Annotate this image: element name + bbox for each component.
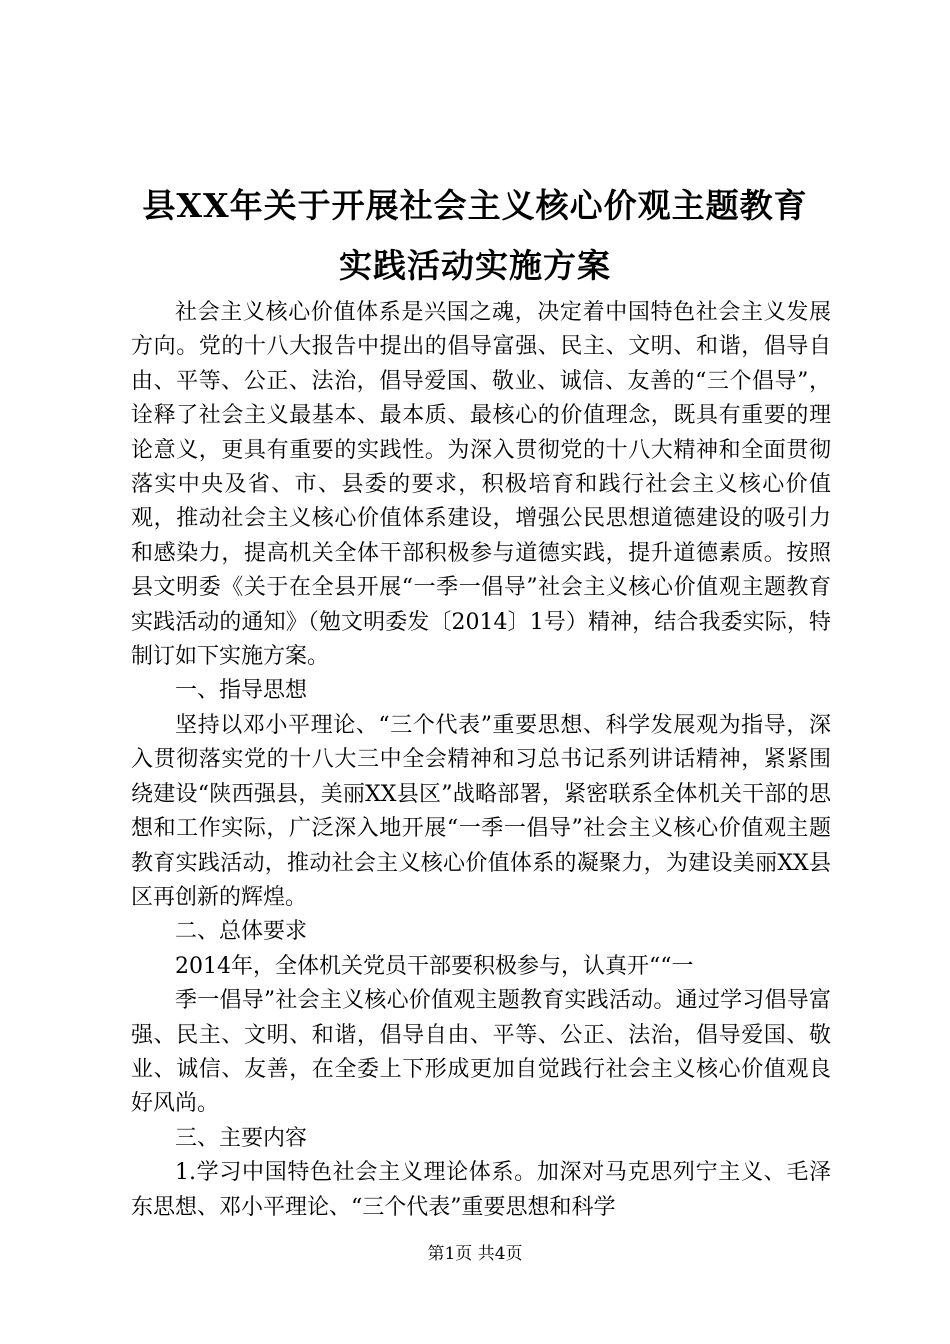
document-title-line-1: 县XX年关于开展社会主义核心价观主题教育 xyxy=(142,186,808,225)
document-body xyxy=(131,296,831,1225)
paragraph-main-content-item-1: 1.学习中国特色社会主义理论体系。加深对马克思列宁主义、毛泽东思想、邓小平理论、“三个代表”重要思想和科学 xyxy=(131,1160,831,1220)
document-title-line-2: 实践活动实施方案 xyxy=(339,246,611,285)
paragraph-intro: 社会主义核心价值体系是兴国之魂，决定着中国特色社会主义发展方向。党的十八大报告中提出的倡导富强、民主、文明、和谐，倡导自由、平等、公正、法治，倡导爱国、敬业、诚信、友善的“三个倡导”，诠释了社会主义最基本、最本质、最核心的价值理念，既具有重要的理论意义，更具有重要的实践性。为深入贯彻党的十八大精神和全面贯彻落实中央及省、市、县委的要求，积极培育和践行社会主义核心价值观，推动社会主义核心价值体系建设，增强公民思想道德建设的吸引力和感染力，提高机关全体干部积极参与道德实践，提升道德素质。按照县文明委《关于在全县开展“一季一倡导”社会主义核心价值观主题教育实践活动的通知》（勉文明委发〔2014〕1号）精神，结合我委实际，特制订如下实施方案。 xyxy=(131,300,831,670)
paragraph-guiding-ideology: 坚持以邓小平理论、“三个代表”重要思想、科学发展观为指导，深入贯彻落实党的十八大三中全会精神和习总书记系列讲话精神，紧紧围绕建设“陕西强县，美丽XX县区”战略部署，紧密联系全体机关干部的思想和工作实际，广泛深入地开展“一季一倡导”社会主义核心价值观主题教育实践活动，推动社会主义核心价值体系的凝聚力，为建设美丽XX县区再创新的辉煌。 xyxy=(131,712,831,910)
paragraph-general-requirements: 季一倡导”社会主义核心价值观主题教育实践活动。通过学习倡导富强、民主、文明、和谐，倡导自由、平等、公正、法治，倡导爱国、敬业、诚信、友善，在全委上下形成更加自觉践行社会主义核心价值观良好风尚。 xyxy=(131,988,831,1117)
section-heading-general-requirements: 二、总体要求 xyxy=(175,919,308,945)
section-heading-guiding-ideology: 一、指导思想 xyxy=(175,678,308,704)
section-heading-main-content: 三、主要内容 xyxy=(175,1125,308,1151)
page-footer: 第1页 共4页 xyxy=(427,1244,523,1264)
paragraph-general-requirements-line-1: 2014年，全体机关党员干部要积极参与，认真开““一 xyxy=(175,953,694,979)
